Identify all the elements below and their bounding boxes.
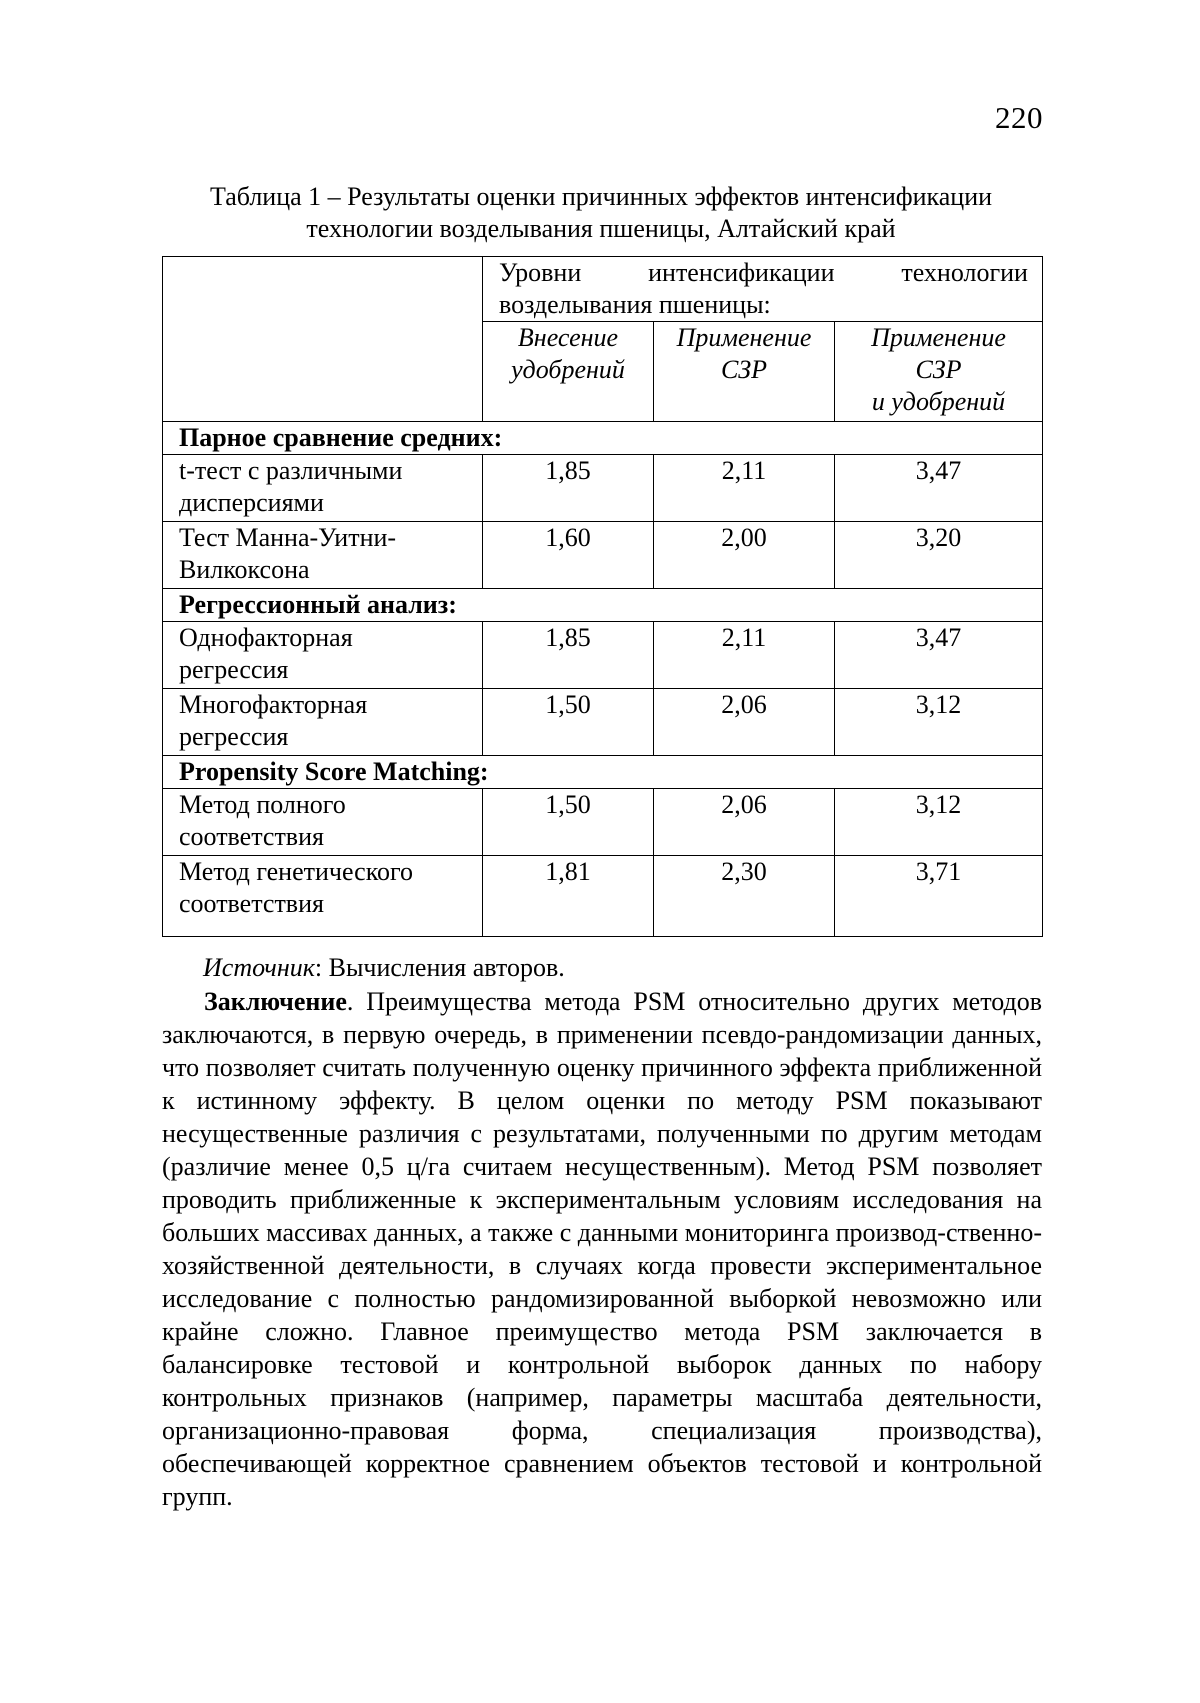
levels-word-2: интенсификации (648, 257, 834, 289)
source-label: Источник (203, 953, 315, 982)
table-header-row (163, 257, 1043, 322)
row-label (163, 522, 483, 589)
value-cell: 3,47 (835, 622, 1043, 689)
table-row (163, 689, 1043, 756)
levels-word-1: Уровни (499, 257, 581, 289)
value-cell: 3,12 (835, 789, 1043, 856)
source-note (203, 952, 565, 984)
caption-line-1: Таблица 1 – Результаты оценки причинных эффектов интенсификации (162, 181, 1040, 213)
col-header-line: и удобрений (835, 386, 1042, 418)
empty-corner-cell (163, 257, 483, 422)
results-table (162, 256, 1043, 937)
value-cell: 1,60 (483, 522, 654, 589)
levels-header (483, 257, 1043, 322)
row-label-line: Однофакторная (179, 622, 482, 654)
table-row (163, 789, 1043, 856)
col-header-line: Применение (835, 322, 1042, 354)
table-row (163, 522, 1043, 589)
section-title: Парное сравнение средних: (163, 422, 1043, 455)
value-cell: 1,50 (483, 689, 654, 756)
source-text: : Вычисления авторов. (315, 953, 565, 982)
col-header-line: СЗР (654, 354, 834, 386)
value-cell: 2,11 (654, 455, 835, 522)
value-cell: 3,12 (835, 689, 1043, 756)
section-row (163, 589, 1043, 622)
value-cell: 2,11 (654, 622, 835, 689)
value-cell: 2,06 (654, 689, 835, 756)
conclusion-text: . Преимущества метода PSM относительно других методов заключаются, в первую очередь, в применении псевдо-рандомизации данных, что позволяет считать полученную оценку причинного эффекта приближенной к истинному эффекту. В целом оценки по методу PSM показывают несущественные различия с результатами, полученными по другим методам (различие менее 0,5 ц/га считаем несущественным). Метод PSM позволяет проводить приближенные к экспериментальным условиям исследования на больших массивах данных, а также с данными мониторинга производ-ственно-хозяйственной деятельности, в случаях когда провести экспериментальное исследование с полностью рандомизированной выборкой невозможно или крайне сложно. Главное преимущество метода PSM заключается в балансировке тестовой и контрольной выборок данных по набору контрольных признаков (например, параметры масштаба деятельности, организационно-правовая форма, специализация производства), обеспечивающей корректное сравнением объектов тестовой и контрольной групп. (162, 987, 1042, 1511)
row-label (163, 856, 483, 937)
table-row (163, 455, 1043, 522)
row-label-line: Тест Манна-Уитни- (179, 522, 482, 554)
row-label-line: соответствия (179, 821, 482, 853)
row-label (163, 622, 483, 689)
row-label (163, 455, 483, 522)
value-cell: 2,06 (654, 789, 835, 856)
section-row (163, 756, 1043, 789)
col-header-line: Внесение (483, 322, 653, 354)
caption-line-2: технологии возделывания пшеницы, Алтайский край (162, 213, 1040, 245)
table-caption (162, 181, 1040, 245)
value-cell: 1,81 (483, 856, 654, 937)
section-title: Propensity Score Matching: (163, 756, 1043, 789)
value-cell: 1,85 (483, 622, 654, 689)
column-header-szr-fertilizer (835, 322, 1043, 422)
table-row (163, 622, 1043, 689)
conclusion-paragraph (162, 985, 1042, 1513)
page-number: 220 (995, 100, 1043, 136)
row-label (163, 689, 483, 756)
row-label-line: соответствия (179, 888, 482, 920)
row-label-line: Вилкоксона (179, 554, 482, 586)
col-header-line: СЗР (835, 354, 1042, 386)
row-label-line: регрессия (179, 721, 482, 753)
col-header-line: Применение (654, 322, 834, 354)
section-title: Регрессионный анализ: (163, 589, 1043, 622)
value-cell: 1,85 (483, 455, 654, 522)
row-label-line: дисперсиями (179, 487, 482, 519)
levels-word-3: технологии (901, 257, 1028, 289)
value-cell: 2,00 (654, 522, 835, 589)
value-cell: 3,47 (835, 455, 1043, 522)
section-row (163, 422, 1043, 455)
column-header-fertilizer (483, 322, 654, 422)
col-header-line: удобрений (483, 354, 653, 386)
value-cell: 3,20 (835, 522, 1043, 589)
conclusion-heading: Заключение (204, 987, 347, 1016)
row-label-line: Метод генетического (179, 856, 482, 888)
row-label-line: Многофакторная (179, 689, 482, 721)
row-label-line: t-тест с различными (179, 455, 482, 487)
value-cell: 1,50 (483, 789, 654, 856)
value-cell: 2,30 (654, 856, 835, 937)
row-label-line: регрессия (179, 654, 482, 686)
table-row (163, 856, 1043, 937)
levels-line-2: возделывания пшеницы: (499, 289, 1028, 321)
value-cell: 3,71 (835, 856, 1043, 937)
row-label (163, 789, 483, 856)
column-header-szr (654, 322, 835, 422)
conclusion-section (162, 985, 1042, 1513)
row-label-line: Метод полного (179, 789, 482, 821)
